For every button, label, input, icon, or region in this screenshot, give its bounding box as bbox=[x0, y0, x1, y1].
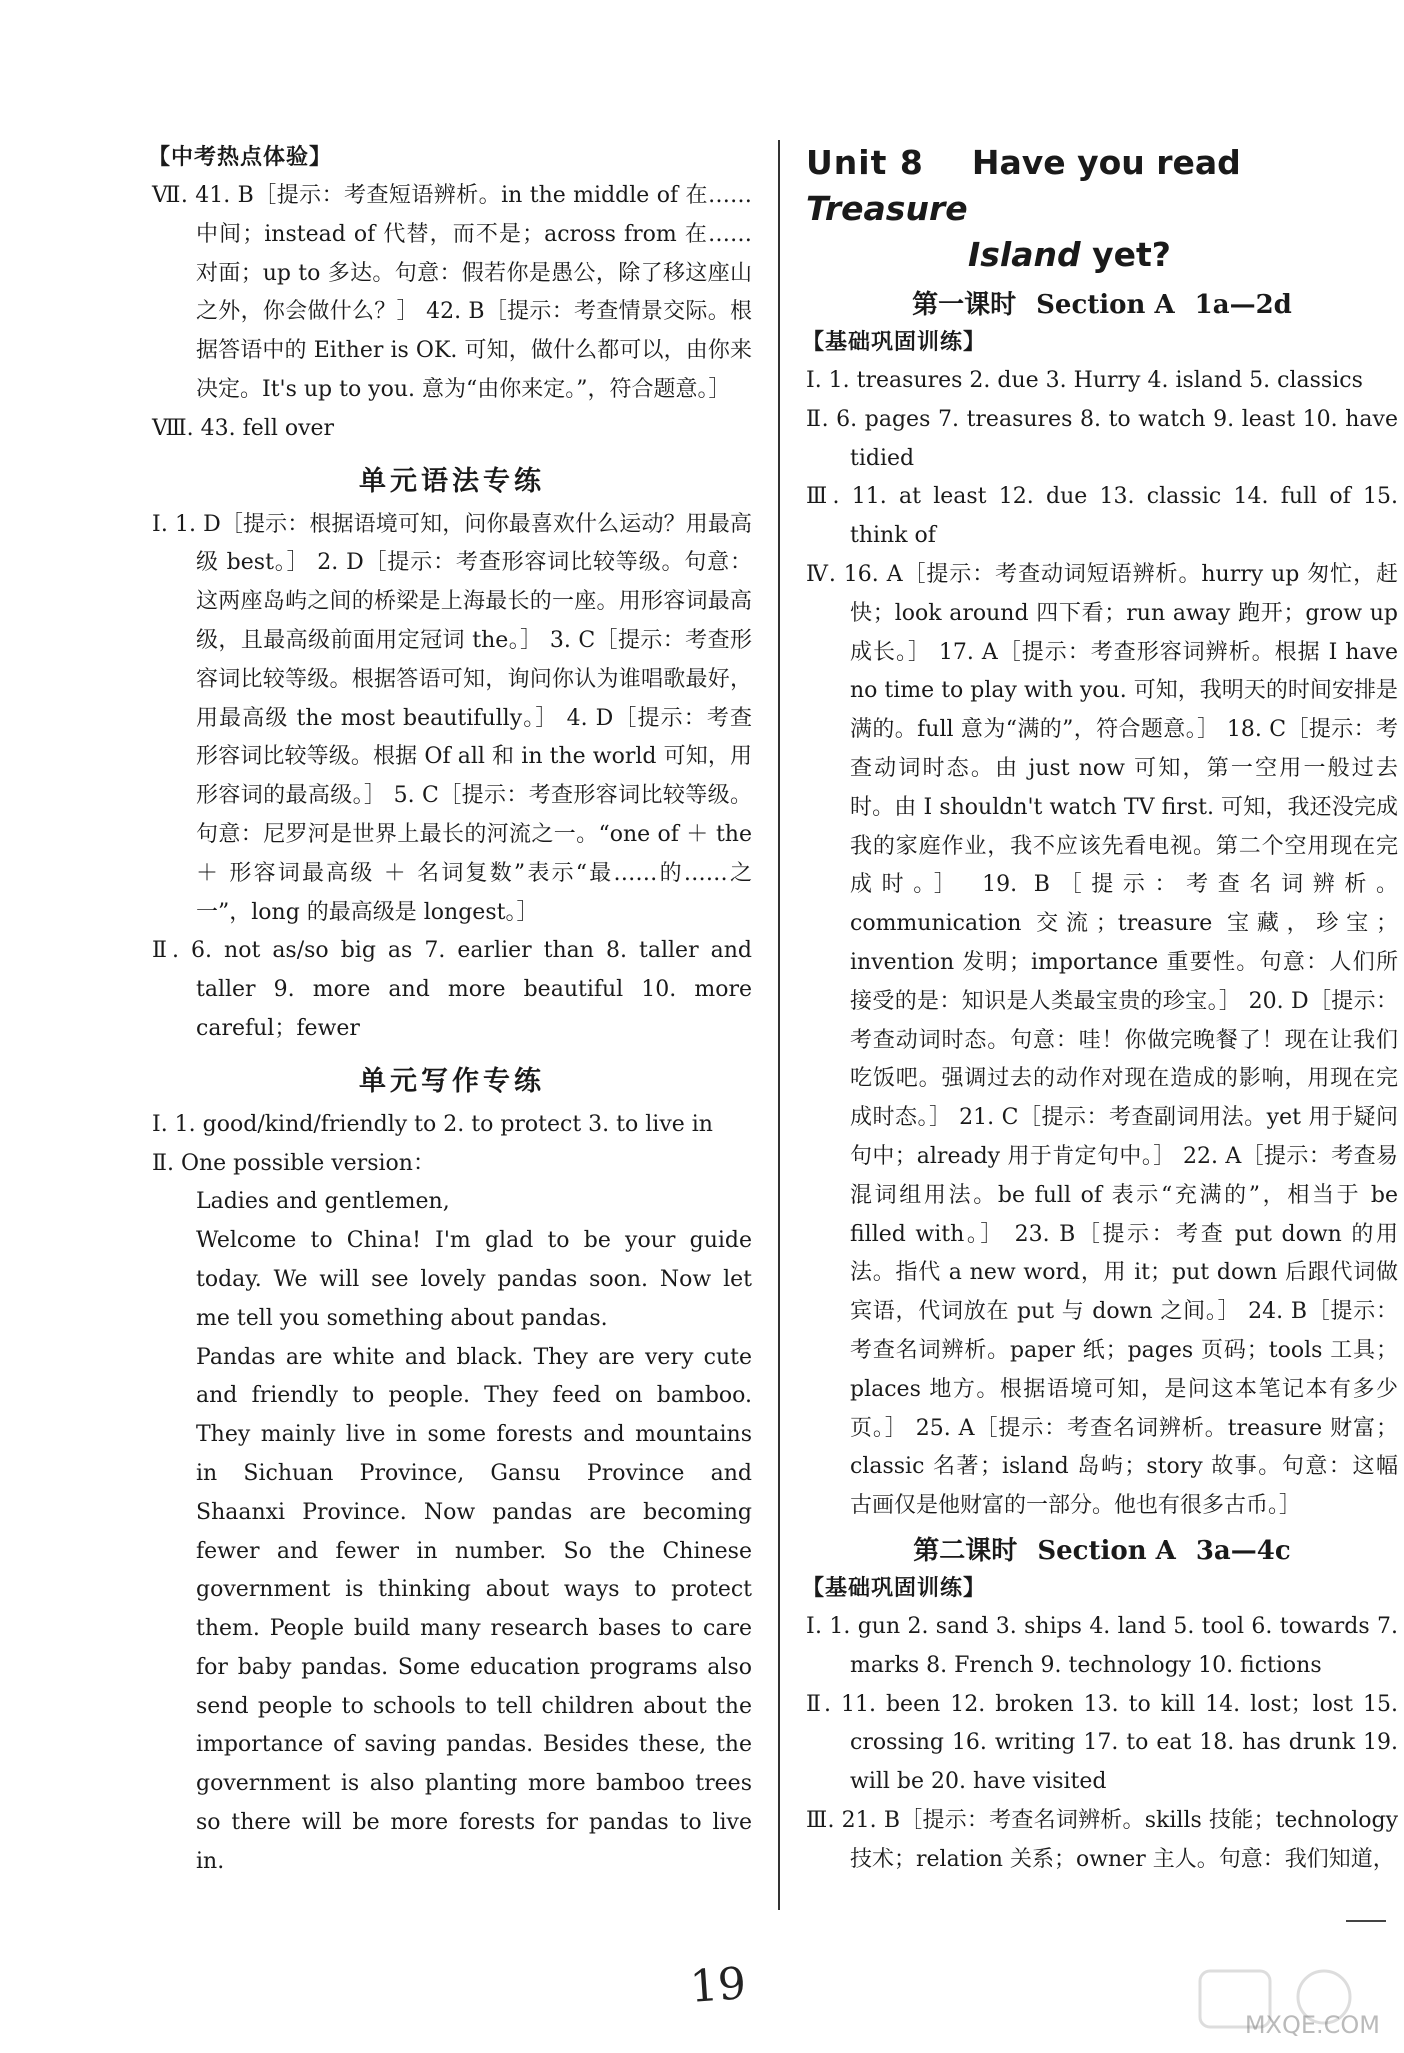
lesson-range: 1a—2d bbox=[1194, 290, 1292, 320]
answer-block: Ⅲ. 21. B［提示：考查名词辨析。skills 技能；technology 技术；relation 关系；owner 主人。句意：我们知道， bbox=[806, 1807, 1398, 1872]
answer-block: Ⅶ. 41. B［提示：考查短语辨析。in the middle of 在……中间；instead of 代替，而不是；across from 在……对面；up to 多达。句意：假若你是愚公，除了移这座山之外，你会做什么？］ 42. B［提示：考查情景交际。根据答语中的 Either is OK. 可知，做什么都可以，由你来决定。It's up to you. 意为“由你来定。”，符合题意。］ bbox=[152, 183, 752, 402]
lesson-section: Section A bbox=[1036, 290, 1175, 320]
watermark-text: MXQE.COM bbox=[1244, 2011, 1380, 2039]
lesson-heading bbox=[806, 284, 1398, 321]
answer-block: Ⅰ. 1. gun 2. sand 3. ships 4. land 5. tool 6. towards 7. marks 8. French 9. technology 10. fictions bbox=[806, 1613, 1398, 1678]
essay-paragraph: Ladies and gentlemen, bbox=[196, 1189, 450, 1215]
unit-title-italic: Island bbox=[968, 235, 1081, 274]
unit-title-part: Have you read bbox=[971, 143, 1241, 182]
writing-section-title: 单元写作专练 bbox=[359, 1065, 545, 1097]
unit-title-part: yet? bbox=[1092, 235, 1171, 274]
answer-block: Ⅷ. 43. fell over bbox=[152, 415, 335, 441]
answer-block: Ⅲ. 11. at least 12. due 13. classic 14. full of 15. think of bbox=[806, 484, 1398, 549]
essay-paragraph: Welcome to China! I'm glad to be your guide today. We will see lovely pandas soon. Now let me tell you something about pandas. bbox=[196, 1228, 752, 1331]
essay-paragraph: Pandas are white and black. They are very cute and friendly to people. They feed on bamboo. They mainly live in some forests and mountains in Sichuan Province, Gansu Province and Shaanxi Province. Now pandas are becoming fewer and fewer in number. So the Chinese government is thinking about ways to protect them. People build many research bases to care for baby pandas. Some education programs also send people to schools to tell children about the importance of saving pandas. Besides these, the government is also planting more bamboo trees so there will be more forests for pandas to live in. bbox=[196, 1344, 752, 1874]
answer-block: Ⅱ. 11. been 12. broken 13. to kill 14. lost；lost 15. crossing 16. writing 17. to eat 18. has drunk 19. will be 20. have visited bbox=[806, 1691, 1398, 1795]
section-tag-basic: 【基础巩固训练】 bbox=[802, 1575, 987, 1601]
answer-block: Ⅰ. 1. good/kind/friendly to 2. to protect 3. to live in bbox=[152, 1111, 713, 1137]
lesson-section: Section A bbox=[1037, 1535, 1176, 1566]
lesson-heading bbox=[806, 1530, 1398, 1567]
section-tag-basic: 【基础巩固训练】 bbox=[802, 330, 987, 355]
answer-block: Ⅳ. 16. A［提示：考查动词短语辨析。hurry up 匆忙，赶快；look around 四下看；run away 跑开；grow up 成长。］ 17. A［提示：考查形容词辨析。根据 I have no time to play with you. 可知，我明天的时间安排是满的。full 意为“满的”，符合题意。］ 18. C［提示：考查动词时态。由 just now 可知，第一空用一般过去时。由 I shouldn't watch TV first. 可知，我还没完成我的家庭作业，我不应该先看电视。第二个空用现在完成时。］ 19. B［提示：考查名词辨析。communication 交流；treasure 宝藏，珍宝；invention 发明；importance 重要性。句意：人们所接受的是：知识是人类最宝贵的珍宝。］ 20. D［提示：考查动词时态。句意：哇！你做完晚餐了！现在让我们吃饭吧。强调过去的动作对现在造成的影响，用现在完成时态。］ 21. C［提示：考查副词用法。yet 用于疑问句中；already 用于肯定句中。］ 22. A［提示：考查易混词组用法。be full of 表示“充满的”，相当于 be filled with。］ 23. B［提示：考查 put down 的用法。指代 a new word，用 it；put down 后跟代词做宾语，代词放在 put 与 down 之间。］ 24. B［提示：考查名词辨析。paper 纸；pages 页码；tools 工具；places 地方。根据语境可知，是问这本笔记本有多少页。］ 25. A［提示：考查名词辨析。treasure 财富；classic 名著；island 岛屿；story 故事。句意：这幅古画仅是他财富的一部分。他也有很多古币。］ bbox=[806, 561, 1398, 1519]
lesson-label: 第一课时 bbox=[912, 290, 1017, 320]
answer-block: Ⅱ. 6. not as/so big as 7. earlier than 8. taller and taller 9. more and more beautiful 10. more careful；fewer bbox=[152, 938, 752, 1041]
page-number: 19 bbox=[688, 1958, 748, 2013]
answer-block: Ⅱ. One possible version： bbox=[152, 1150, 435, 1176]
answer-block: Ⅰ. 1. treasures 2. due 3. Hurry 4. island 5. classics bbox=[806, 368, 1363, 393]
column-divider bbox=[778, 140, 780, 1910]
right-column bbox=[802, 140, 1398, 1879]
lesson-range: 3a—4c bbox=[1195, 1535, 1291, 1566]
grammar-section-title: 单元语法专练 bbox=[359, 465, 545, 497]
answer-block: Ⅰ. 1. D［提示：根据语境可知，问你最喜欢什么运动？用最高级 best。］ 2. D［提示：考查形容词比较等级。句意：这两座岛屿之间的桥梁是上海最长的一座。用形容词最高级，且最高级前面用定冠词 the。］ 3. C［提示：考查形容词比较等级。根据答语可知，询问你认为谁唱歌最好，用最高级 the most beautifully。］ 4. D［提示：考查形容词比较等级。根据 Of all 和 in the world 可知，用形容词的最高级。］ 5. C［提示：考查形容词比较等级。句意：尼罗河是世界上最长的河流之一。“one of ＋ the ＋ 形容词最高级 ＋ 名词复数”表示“最……的……之一”，long 的最高级是 longest。］ bbox=[152, 511, 752, 925]
continuation-dash bbox=[1346, 1920, 1386, 1922]
lesson-label: 第二课时 bbox=[913, 1535, 1018, 1566]
section-tag-exam: 【中考热点体验】 bbox=[148, 145, 333, 170]
left-column bbox=[148, 140, 752, 1882]
unit-title bbox=[806, 140, 1398, 278]
unit-label: Unit 8 bbox=[806, 143, 924, 182]
unit-title-italic: Treasure bbox=[806, 189, 968, 228]
answer-block: Ⅱ. 6. pages 7. treasures 8. to watch 9. least 10. have tidied bbox=[806, 406, 1398, 471]
